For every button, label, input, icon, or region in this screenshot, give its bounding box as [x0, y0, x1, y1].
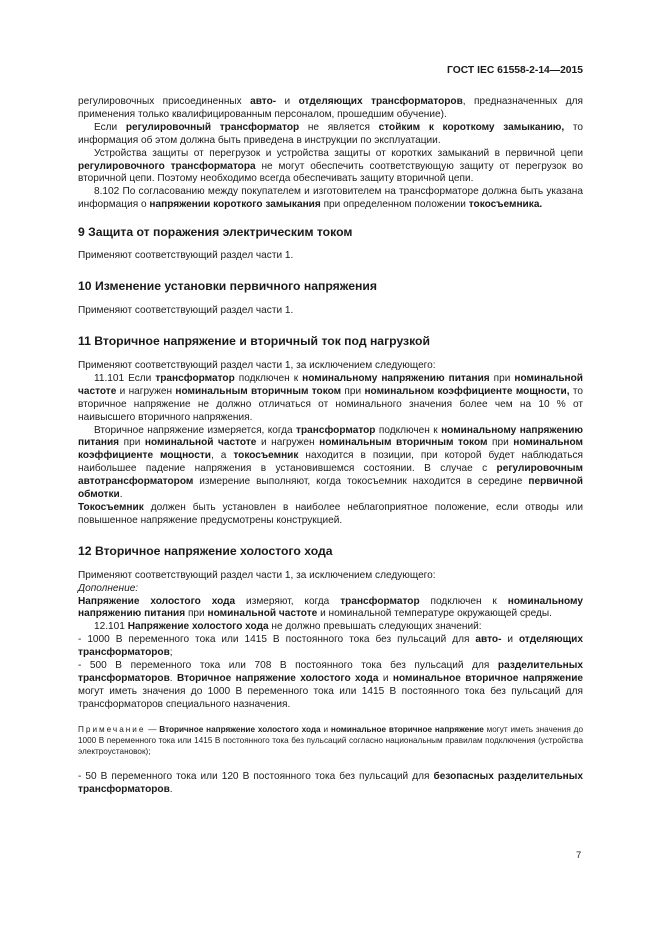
bold-term: авто-	[475, 634, 502, 646]
text-run: могут иметь значения до 1000 В переменного тока или 1415 В постоянного тока без пульсаций согласно национальным правилам подключения (устройства электроустановок);	[78, 724, 583, 757]
text-run: должен быть установлен в наиболее неблагоприятное положение, если отводы или повышенное напряжение предусмотрены конструкцией.	[78, 501, 583, 526]
paragraph	[78, 502, 583, 528]
bold-term: Вторичное напряжение холостого хода	[176, 673, 379, 684]
text-run: подключен к	[234, 372, 303, 384]
text-run: при	[185, 608, 208, 620]
text-run: —	[145, 724, 160, 734]
text-run: не могут обеспечить соответствующую защиту от перегрузок во вторичной цепи. Поэтому необходимо всегда обеспечивать защиту вторичной цепи.	[78, 160, 583, 185]
text-run: - 50 В переменного тока или 120 В постоянного тока без пульсаций для	[78, 771, 434, 783]
text-run: , предназначенных для применения только квалифицированным персоналом, прошедшим обучение).	[78, 96, 583, 120]
text-run: не является	[299, 121, 379, 133]
bold-term: номинальной частоте	[78, 372, 583, 397]
text-run: могут иметь значения до 1000 В переменного тока или 1415 В постоянного тока без пульсаций для трансформаторов специального назначения.	[78, 685, 583, 710]
bold-term: регулировочного трансформатора	[78, 160, 256, 172]
paragraph	[78, 596, 583, 622]
paragraph	[78, 186, 583, 212]
bold-term: номинальном коэффициенте мощности	[78, 437, 584, 462]
bold-term: номинальном коэффициенте мощности,	[364, 385, 570, 397]
document-header: ГОСТ IEC 61558-2-14—2015	[447, 65, 583, 76]
paragraph	[78, 148, 583, 187]
bold-term: Вторичное напряжение холостого хода	[159, 724, 321, 734]
text-run: и номинальной температуре окружающей среды.	[317, 608, 552, 620]
text-run: и нагружен	[256, 437, 320, 449]
bold-term: отделяющих трансформаторов	[298, 96, 463, 107]
list-item	[78, 771, 583, 797]
paragraph	[78, 122, 583, 148]
text-run: не должно превышать следующих значений:	[268, 621, 482, 633]
bold-term: регулировочным автотрансформатором	[78, 463, 583, 488]
bold-term: токосъемника.	[468, 199, 543, 211]
note	[78, 724, 583, 758]
text-run: то вторичное напряжение не должно отличаться от номинального значения более чем на 10 % от наивысшего вторичного напряжения.	[78, 385, 583, 423]
text-run: измеряют, когда	[235, 595, 341, 607]
text-run: подключен к	[419, 595, 508, 607]
bold-term: авто-	[250, 96, 277, 107]
text-run: при	[119, 437, 145, 449]
bold-term: трансформатор	[340, 595, 420, 607]
section-heading-12: 12 Вторичное напряжение холостого хода	[78, 543, 333, 558]
bold-term: первичной обмотки	[78, 476, 583, 501]
text-run: .	[119, 489, 123, 501]
bold-term: номинальным вторичным током	[175, 385, 342, 397]
text-run: и	[320, 724, 331, 734]
text-run: Примечание	[78, 724, 146, 734]
text-run: и	[378, 673, 393, 684]
bold-term: трансформатор	[296, 424, 376, 436]
bold-term: Токосъемник	[78, 501, 144, 513]
text-run: Вторичное напряжение измеряется, когда	[94, 424, 297, 436]
text-run: 11.101 Если	[94, 372, 156, 384]
bold-term: номинальное вторичное напряжение	[330, 724, 484, 734]
text-run: подключен к	[375, 424, 442, 436]
bold-term: трансформатор	[155, 372, 235, 384]
text-run: то информация об этом должна быть приведена в инструкции по эксплуатации.	[78, 121, 584, 146]
text-run: измерение выполняют, когда токосъемник находится в середине	[193, 476, 529, 488]
text-run: - 1000 В переменного тока или 1415 В постоянного тока без пульсаций для	[78, 634, 476, 646]
text-run: при	[487, 437, 514, 449]
page-number: 7	[576, 850, 582, 861]
bold-term: отделяющих трансформаторов	[78, 634, 584, 659]
text-run: , а	[210, 450, 234, 462]
text-run: Если	[94, 121, 126, 133]
bold-term: регулировочный трансформатор	[125, 121, 300, 133]
text-run: при определенном положении	[320, 199, 469, 211]
bold-term: номинальным вторичным током	[319, 437, 488, 449]
bold-term: напряжении короткого замыкания	[149, 199, 321, 211]
bold-term: токосъемник	[233, 450, 299, 462]
section-heading-11: 11 Вторичное напряжение и вторичный ток под нагрузкой	[78, 333, 430, 348]
bold-term: номинальной частоте	[207, 608, 318, 620]
text-run: 12.101	[94, 621, 128, 633]
paragraph	[78, 373, 583, 425]
bold-term: стойким к короткому замыканию,	[378, 121, 565, 133]
bold-term: номинальному напряжению питания	[78, 595, 583, 620]
text-run: регулировочных присоединенных	[78, 96, 251, 107]
text-run: при	[489, 372, 515, 384]
paragraph: Применяют соответствующий раздел части 1.	[78, 305, 294, 317]
paragraph	[78, 425, 583, 502]
text-run: Устройства защиты от перегрузок и устройства защиты от коротких замыканий в первичной цепи	[94, 147, 583, 159]
text-run: находится в позиции, при которой будет наблюдаться наибольшее падение напряжения в установившемся состоянии. В случае с	[78, 450, 583, 475]
text-run: .	[169, 673, 177, 684]
paragraph: Применяют соответствующий раздел части 1, за исключением следующего:	[78, 569, 436, 581]
text-run: при	[341, 385, 365, 397]
bold-term: разделительных трансформаторов	[78, 660, 583, 684]
bold-term: Напряжение холостого хода	[127, 621, 269, 633]
text-run: .	[169, 784, 173, 796]
bold-term: номинальному напряжению питания	[302, 372, 490, 384]
text-run: и нагружен	[116, 385, 176, 397]
text-run: и	[276, 96, 299, 107]
text-run: 8.102 По согласованию между покупателем и изготовителем на трансформаторе должна быть указана информация о	[78, 186, 583, 211]
bold-term: номинальной частоте	[144, 437, 257, 449]
bold-term: номинальное вторичное напряжение	[392, 673, 584, 684]
text-run: ;	[169, 647, 173, 659]
list-item	[78, 634, 583, 660]
bold-term: Напряжение холостого хода	[78, 595, 236, 607]
addition-label: Дополнение:	[78, 582, 139, 594]
bold-term: безопасных разделительных трансформаторов	[78, 771, 583, 796]
text-run: и	[501, 634, 519, 646]
list-item	[78, 660, 583, 712]
text-run: - 500 В переменного тока или 708 В постоянного тока без пульсаций для	[78, 660, 498, 672]
paragraph	[78, 96, 583, 122]
section-heading-10: 10 Изменение установки первичного напряжения	[78, 279, 377, 294]
paragraph: Применяют соответствующий раздел части 1.	[78, 250, 294, 262]
section-heading-9: 9 Защита от поражения электрическим током	[78, 225, 353, 240]
paragraph: Применяют соответствующий раздел части 1, за исключением следующего:	[78, 359, 436, 371]
bold-term: номинальному напряжению питания	[78, 424, 583, 449]
paragraph	[78, 621, 583, 634]
